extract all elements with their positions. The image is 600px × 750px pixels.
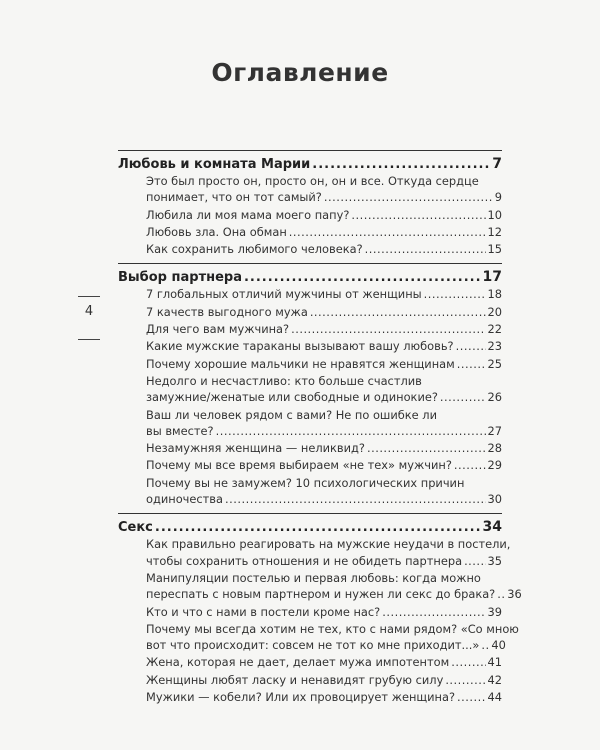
- section-page-number: 17: [482, 269, 502, 286]
- entry-title-text: 7 глобальных отличий мужчины от женщины: [146, 287, 422, 302]
- entry-page-number: 23: [487, 339, 502, 354]
- entry-title-row: [146, 604, 502, 620]
- entry-title-line: Манипуляции постелью и первая любовь: когда можно: [146, 570, 481, 585]
- entry-title-text: вот что происходит: совсем не тот ко мне приходит...»: [146, 638, 480, 653]
- entry-title-text: вы вместе?: [146, 423, 214, 438]
- entry-title-line: Недолго и несчастливо: кто больше счастлив: [146, 373, 422, 388]
- dot-leader: [451, 654, 485, 670]
- toc-entry[interactable]: [146, 173, 502, 206]
- entry-page-number: 9: [494, 190, 502, 205]
- toc-entry[interactable]: [146, 321, 502, 337]
- entry-title-line: Почему мы всегда хотим не тех, кто с нами рядом? «Со мною: [146, 621, 519, 636]
- entry-page-number: 40: [491, 638, 506, 653]
- dot-leader: [457, 356, 486, 372]
- dot-leader: [289, 224, 486, 240]
- dot-leader: [310, 304, 486, 320]
- section-heading[interactable]: [118, 268, 502, 286]
- page-number: 4: [84, 304, 94, 319]
- entry-title-row: [146, 356, 502, 372]
- entry-title-text: Женщины любят ласку и ненавидят грубую силу: [146, 672, 444, 687]
- entry-title-row: [146, 321, 502, 337]
- dot-leader: [365, 241, 486, 257]
- entry-title-row: [146, 189, 502, 205]
- entry-title-row: [146, 637, 506, 653]
- entry-title-row: [146, 689, 502, 705]
- page-title: Оглавление: [211, 58, 389, 87]
- toc-entry[interactable]: [146, 672, 502, 688]
- dot-leader: [481, 637, 489, 653]
- section-title: Секс: [118, 520, 153, 536]
- dot-leader: [457, 689, 485, 705]
- section-heading[interactable]: [118, 155, 502, 173]
- dot-leader: [367, 440, 486, 456]
- entry-title-text: Незамужняя женщина — неликвид?: [146, 441, 365, 456]
- entry-title-text: Любовь зла. Она обман: [146, 224, 287, 239]
- entry-page-number: 30: [487, 492, 502, 507]
- entry-page-number: 25: [487, 356, 502, 371]
- entry-title-text: Кто и что с нами в постели кроме нас?: [146, 604, 381, 619]
- entry-page-number: 26: [487, 390, 502, 405]
- entry-title-row: [146, 553, 502, 569]
- entry-title-line: Как правильно реагировать на мужские неудачи в постели,: [146, 537, 511, 552]
- entry-title-text: Любила ли моя мама моего папу?: [146, 207, 350, 222]
- entry-title-row: [146, 286, 502, 302]
- entry-title-text: Почему хорошие мальчики не нравятся женщинам: [146, 356, 455, 371]
- entry-page-number: 10: [487, 207, 502, 222]
- entry-page-number: 44: [487, 690, 502, 705]
- section-title: Любовь и комната Марии: [118, 157, 311, 172]
- toc-entry[interactable]: [146, 373, 502, 406]
- toc-entry[interactable]: [146, 536, 511, 569]
- entry-page-number: 18: [487, 287, 502, 302]
- entry-title-text: 7 качеств выгодного мужа: [146, 304, 308, 319]
- dot-leader: [464, 553, 485, 569]
- entry-title-row: [146, 389, 502, 405]
- entry-page-number: 42: [487, 672, 502, 687]
- entry-title-text: замужние/женатые или свободные и одинокие?: [146, 390, 438, 405]
- toc-section: [118, 150, 502, 257]
- dot-leader: [382, 604, 485, 620]
- toc-entry[interactable]: [146, 304, 502, 320]
- toc-entry[interactable]: [146, 457, 502, 473]
- entry-title-text: Как сохранить любимого человека?: [146, 242, 363, 257]
- entry-page-number: 22: [487, 322, 502, 337]
- entry-title-line: Почему вы не замужем? 10 психологических причин: [146, 475, 465, 490]
- toc-entry[interactable]: [146, 604, 502, 620]
- toc-entry[interactable]: [146, 356, 502, 372]
- dot-leader: [456, 338, 486, 354]
- entry-title-text: понимает, что он тот самый?: [146, 190, 322, 205]
- dot-leader: [440, 389, 486, 405]
- toc-entry[interactable]: [146, 224, 502, 240]
- dot-leader: [225, 491, 486, 507]
- entry-title-line: Ваш ли человек рядом с вами? Не по ошибке ли: [146, 407, 437, 422]
- entry-title-text: Мужики — кобели? Или их провоцирует женщина?: [146, 690, 456, 705]
- entry-title-text: Жена, которая не дает, делает мужа импотентом: [146, 655, 450, 670]
- toc-entry[interactable]: [146, 286, 502, 302]
- entry-page-number: 20: [487, 304, 502, 319]
- entry-page-number: 29: [487, 458, 502, 473]
- entry-title-text: Почему мы все время выбираем «не тех» мужчин?: [146, 458, 452, 473]
- section-page-number: 7: [492, 156, 502, 172]
- dot-leader: [351, 207, 485, 223]
- entry-title-row: [146, 241, 502, 257]
- toc-entry[interactable]: [146, 621, 519, 654]
- entry-page-number: 36: [507, 587, 522, 602]
- toc-entry[interactable]: [146, 338, 502, 354]
- dot-leader: [155, 519, 481, 537]
- entry-title-row: [146, 207, 502, 223]
- section-title: Выбор партнера: [118, 270, 242, 286]
- dot-leader: [497, 586, 505, 602]
- toc-section: [118, 263, 502, 507]
- dot-leader: [291, 321, 485, 337]
- entry-title-text: Для чего вам мужчина?: [146, 322, 290, 337]
- entry-title-text: Какие мужские тараканы вызывают вашу любовь?: [146, 339, 454, 354]
- entry-title-row: [146, 457, 502, 473]
- entry-page-number: 12: [487, 224, 502, 239]
- entry-title-row: [146, 440, 502, 456]
- entry-title-row: [146, 586, 522, 602]
- toc-entry[interactable]: [146, 207, 502, 223]
- entry-page-number: 15: [487, 242, 502, 257]
- toc-entry[interactable]: [146, 440, 502, 456]
- toc-entry[interactable]: [146, 689, 502, 705]
- toc-entry[interactable]: [146, 570, 522, 603]
- section-page-number: 34: [482, 519, 502, 536]
- toc-entry[interactable]: [146, 407, 502, 440]
- dot-leader: [454, 457, 486, 473]
- entry-title-text: переспать с новым партнером и нужен ли секс до брака?: [146, 587, 496, 602]
- entry-page-number: 35: [487, 553, 502, 568]
- entry-page-number: 28: [487, 441, 502, 456]
- toc-entry[interactable]: [146, 654, 502, 670]
- entry-title-row: [146, 491, 502, 507]
- entry-title-row: [146, 654, 502, 670]
- dot-leader: [312, 156, 490, 174]
- toc-entry[interactable]: [146, 241, 502, 257]
- entry-title-text: чтобы сохранить отношения и не обидеть партнера: [146, 553, 463, 568]
- dot-leader: [216, 423, 486, 439]
- entry-page-number: 27: [487, 423, 502, 438]
- dot-leader: [324, 189, 493, 205]
- entry-title-row: [146, 304, 502, 320]
- entry-title-row: [146, 338, 502, 354]
- section-heading[interactable]: [118, 518, 502, 536]
- dot-leader: [445, 672, 485, 688]
- entry-title-row: [146, 224, 502, 240]
- toc-section: [118, 513, 522, 705]
- entry-title-text: одиночества: [146, 492, 223, 507]
- entry-page-number: 41: [487, 655, 502, 670]
- entry-title-line: Это был просто он, просто он, он и все. Откуда сердце: [146, 174, 479, 188]
- entry-title-row: [146, 423, 502, 439]
- toc-entry[interactable]: [146, 475, 502, 508]
- entry-page-number: 39: [487, 604, 502, 619]
- dot-leader: [244, 269, 481, 287]
- dot-leader: [424, 286, 486, 302]
- table-of-contents: [118, 150, 522, 709]
- entry-title-row: [146, 672, 502, 688]
